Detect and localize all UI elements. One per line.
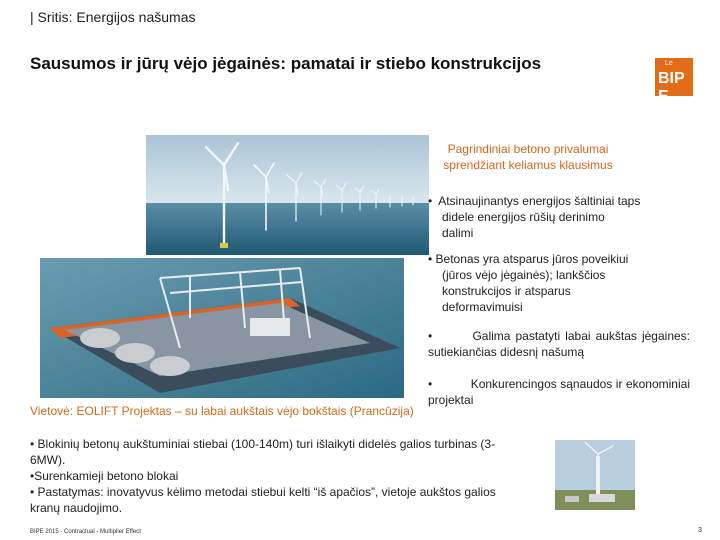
benefit-text: Galima pastatyti labai aukštas jėgaines: sutiekiančias didesnį našumą: [428, 329, 690, 359]
body-line: kranų naudojimo.: [30, 501, 123, 515]
logo-text-line2: E: [658, 88, 669, 105]
bullet-marker: •: [428, 329, 433, 343]
benefit-line: konstrukcijos ir atsparus: [442, 284, 571, 298]
concrete-tower-photo: [555, 440, 635, 510]
page-title: Sausumos ir jūrų vėjo jėgainės: pamatai ir stiebo konstrukcijos: [30, 54, 542, 73]
body-line: • Pastatymas: inovatyvus kėlimo metodai stiebui kelti “iš apačios”, vietoje aukštos galios: [30, 485, 496, 499]
page-number: 3: [698, 527, 702, 534]
benefits-title: [428, 141, 628, 173]
body-line: •Surenkamieji betono blokai: [30, 469, 179, 483]
benefit-line: (jūros vėjo jėgainės); lankščios: [442, 268, 606, 282]
benefit-text: Konkurencingos sąnaudos ir ekonominiai projektai: [428, 377, 690, 407]
benefit-line: deformavimuisi: [442, 300, 523, 314]
benefits-title-line2: sprendžiant keliamus klausimus: [443, 158, 613, 172]
benefit-line: dalimi: [442, 226, 474, 240]
bullet-marker: •: [428, 377, 433, 391]
bipe-logo: [655, 58, 693, 105]
benefit-line: didele energijos rūšių derinimo: [442, 210, 605, 224]
logo-text-line1: BIP: [658, 70, 685, 87]
photo-caption: Vietovė: EOLIFT Projektas – su labai aukštais vėjo bokštais (Prancūzija): [30, 404, 417, 418]
crane-barge-photo: [40, 258, 404, 398]
footer-text: BIPE 2015 - Contractual - Multiplier Effect: [30, 529, 141, 535]
benefit-item: [428, 251, 690, 315]
offshore-wind-farm-photo: [146, 135, 429, 255]
bullet-marker: •: [428, 194, 433, 208]
benefit-item: [428, 376, 690, 408]
benefit-item: [428, 193, 690, 241]
body-line: • Blokinių betonų aukštuminiai stiebai (100-140m) turi išlaikyti didelės galios turbinas (3-: [30, 437, 496, 451]
benefits-title-line1: Pagrindiniai betono privalumai: [447, 142, 609, 156]
benefit-line: Betonas yra atsparus jūros poveikiui: [435, 252, 629, 266]
body-text: [30, 436, 530, 516]
section-label: | Sritis: Energijos našumas: [30, 9, 196, 25]
benefit-item: [428, 328, 690, 360]
logo-small-text: Le: [665, 60, 673, 67]
body-line: 6MW).: [30, 453, 66, 467]
benefit-line: Atsinaujinantys energijos šaltiniai taps: [438, 194, 641, 208]
bullet-marker: •: [428, 252, 433, 266]
logo-text: [658, 70, 685, 106]
